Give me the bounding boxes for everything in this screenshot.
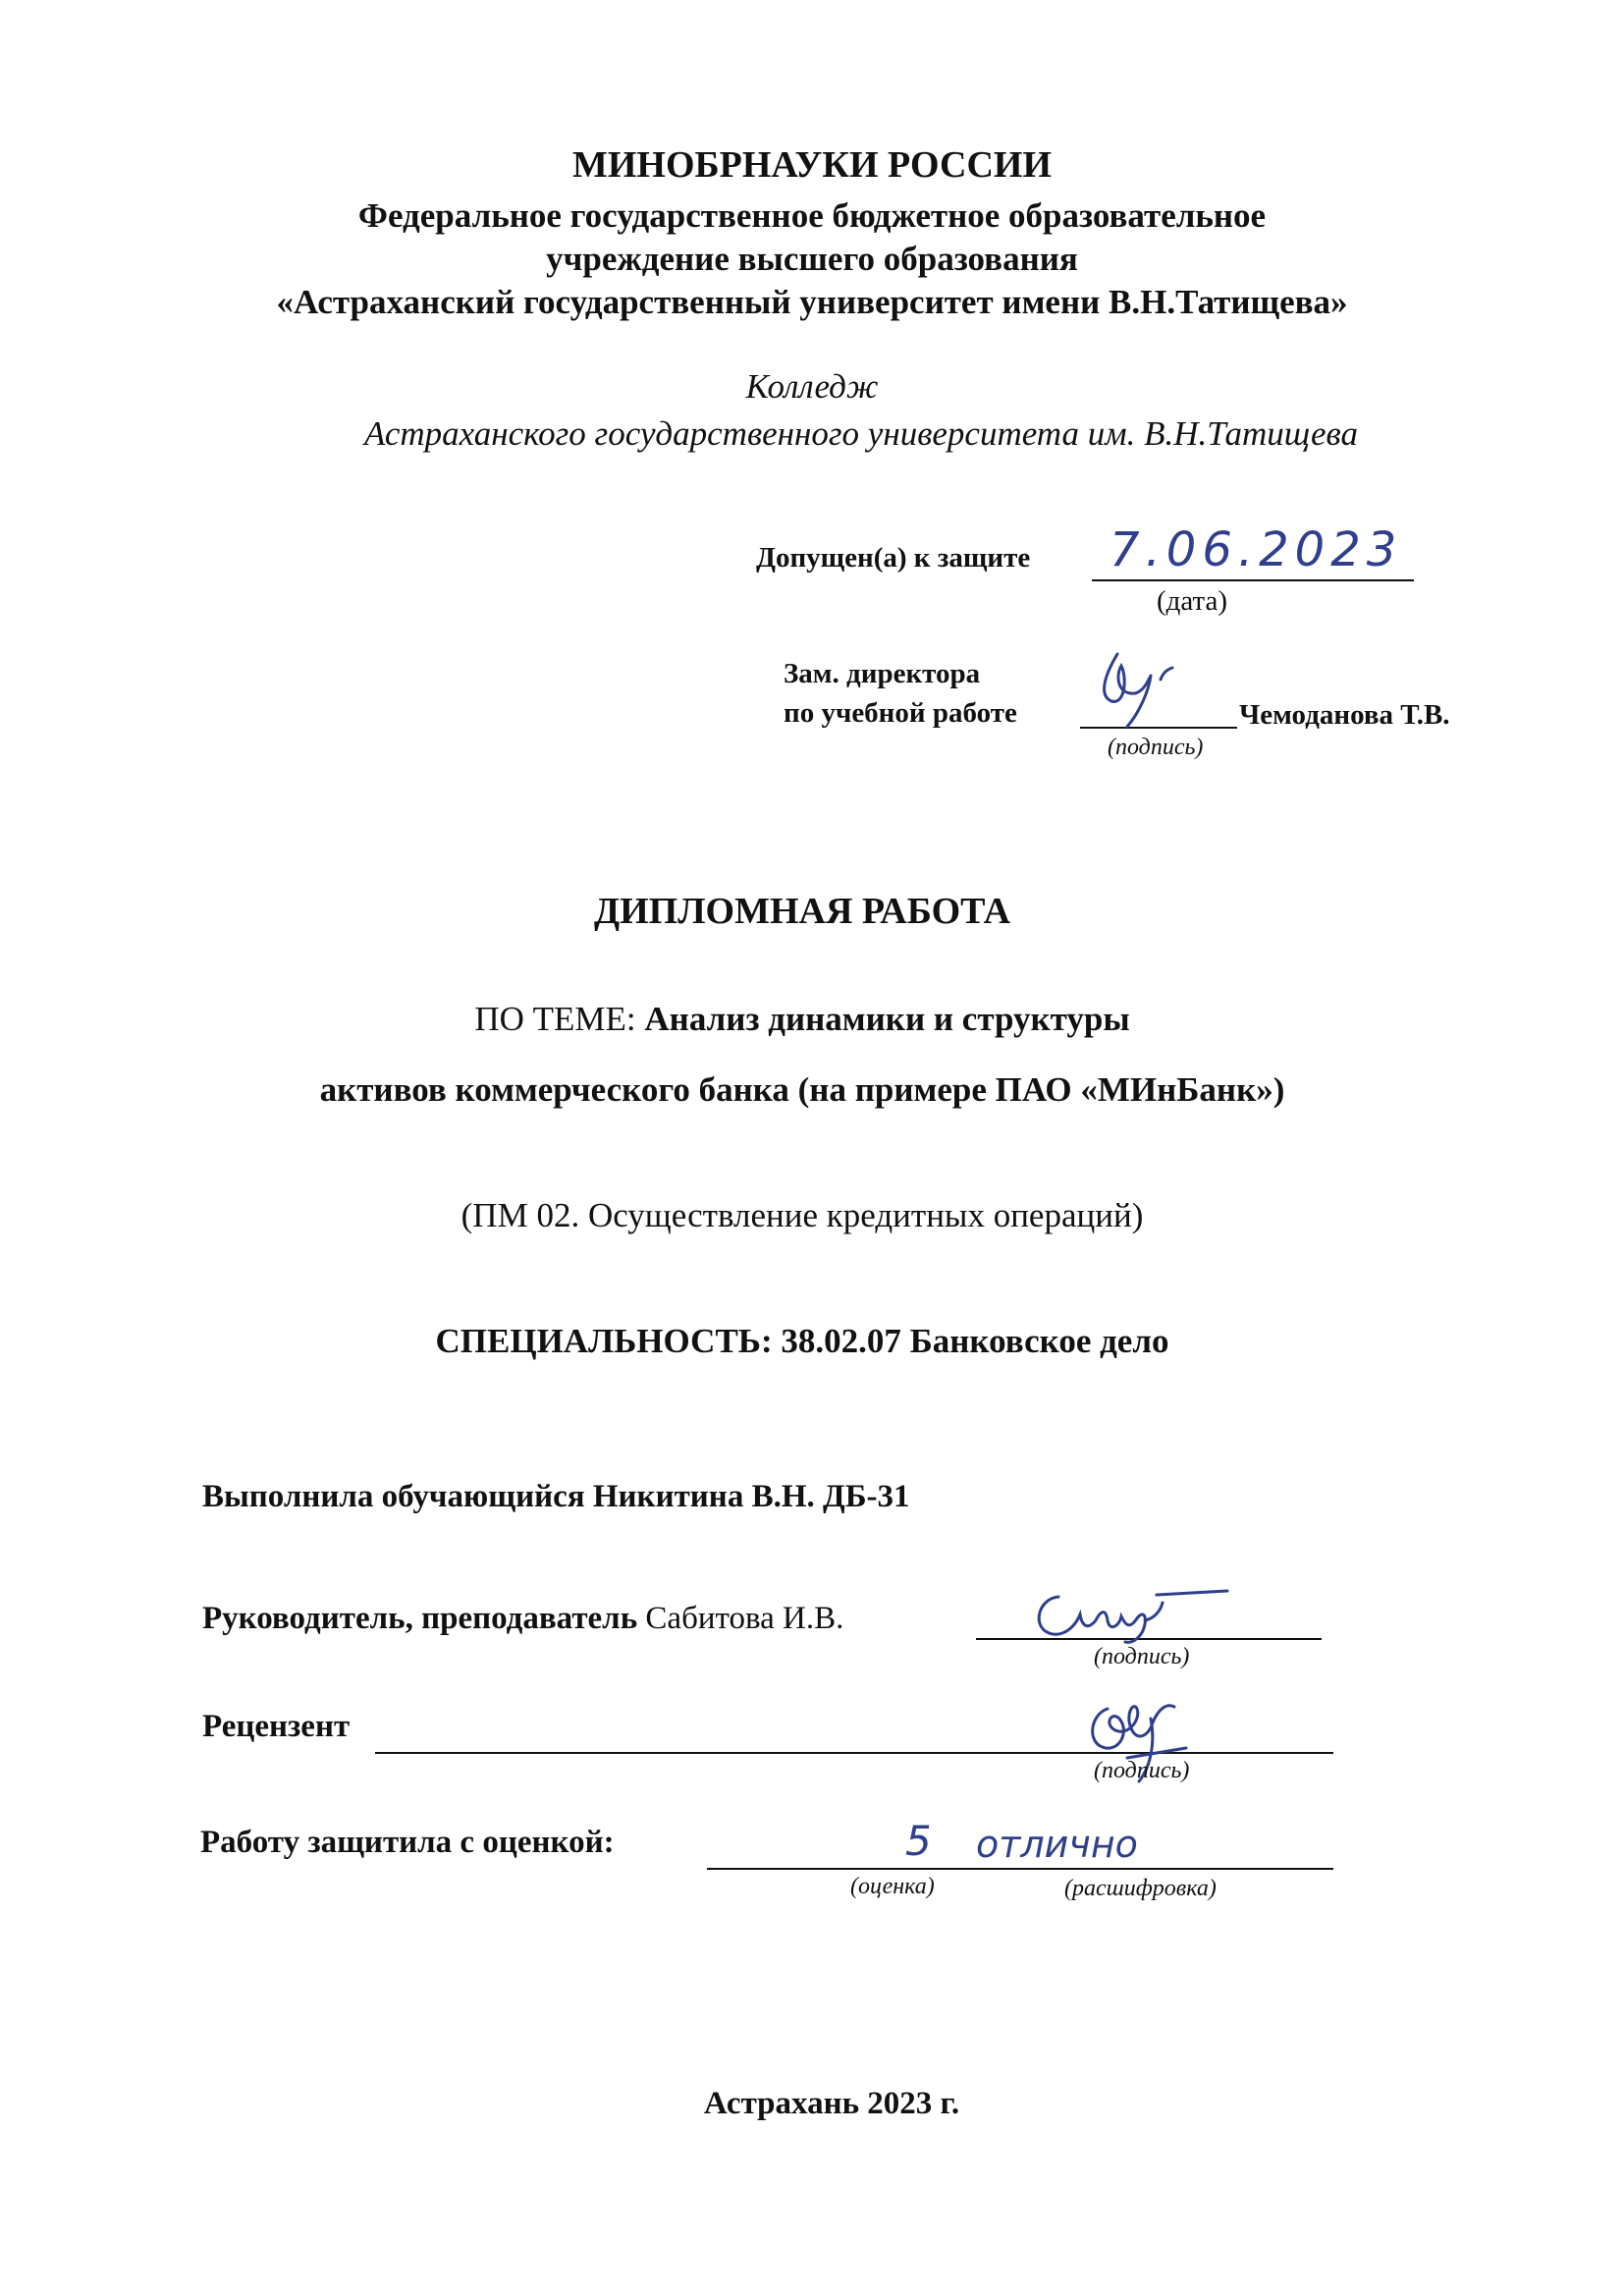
module-label: (ПМ 02. Осуществление кредитных операций)	[460, 1196, 1144, 1234]
grade-label: Работу защитила с оценкой:	[200, 1825, 615, 1860]
deputy-sign-caption: (подпись)	[1108, 735, 1204, 760]
specialty-value: 38.02.07 Банковское дело	[781, 1322, 1169, 1360]
handwritten-grade-word: отлично	[976, 1823, 1138, 1866]
supervisor-label: Руководитель, преподаватель	[202, 1601, 638, 1636]
topic-line-1	[0, 1000, 1614, 1039]
handwritten-grade: 5	[905, 1817, 932, 1865]
topic-line-2: активов коммерческого банка (на примере ПАО «МИнБанк»)	[319, 1070, 1285, 1109]
date-underline	[1092, 579, 1414, 581]
university-name: «Астраханский государственный университет имени В.Н.Татищева»	[276, 283, 1348, 321]
city-year: Астрахань 2023 г.	[703, 2086, 960, 2121]
deputy-signature	[1078, 644, 1186, 731]
date-caption: (дата)	[1157, 585, 1228, 617]
supervisor-name: Сабитова И.В.	[645, 1601, 844, 1636]
institution-line-1: Федеральное государственное бюджетное образовательное	[357, 196, 1267, 235]
deputy-name: Чемоданова Т.В.	[1239, 699, 1450, 731]
deputy-title-line-1: Зам. директора	[784, 658, 981, 689]
college-line-2: Астраханского государственного университета им. В.Н.Татищева	[363, 414, 1359, 453]
topic-text-1: Анализ динамики и структуры	[644, 1000, 1130, 1038]
grade-underline	[707, 1868, 1333, 1870]
supervisor-sign-caption: (подпись)	[1094, 1644, 1190, 1669]
specialty-label: СПЕЦИАЛЬНОСТЬ:	[435, 1322, 773, 1360]
reviewer-sign-caption: (подпись)	[1094, 1758, 1190, 1783]
institution-line-2: учреждение высшего образования	[546, 240, 1078, 278]
performed-by: Выполнила обучающийся Никитина В.Н. ДБ-31	[202, 1479, 910, 1514]
document-type: ДИПЛОМНАЯ РАБОТА	[593, 891, 1011, 932]
specialty-line	[0, 1322, 1614, 1361]
grade-word-caption: (расшифровка)	[1064, 1876, 1217, 1901]
supervisor-signature	[1023, 1583, 1239, 1652]
deputy-title-line-2: по учебной работе	[784, 697, 1017, 729]
grade-caption: (оценка)	[850, 1874, 935, 1899]
handwritten-date: 7.06.2023	[1110, 522, 1403, 577]
college-line-1: Колледж	[745, 367, 879, 406]
ministry-heading: МИНОБРНАУКИ РОССИИ	[571, 144, 1053, 186]
supervisor-line	[202, 1601, 843, 1637]
admission-label: Допущен(а) к защите	[756, 542, 1031, 574]
topic-prefix: ПО ТЕМЕ:	[474, 1000, 636, 1038]
reviewer-label: Рецензент	[202, 1709, 351, 1744]
